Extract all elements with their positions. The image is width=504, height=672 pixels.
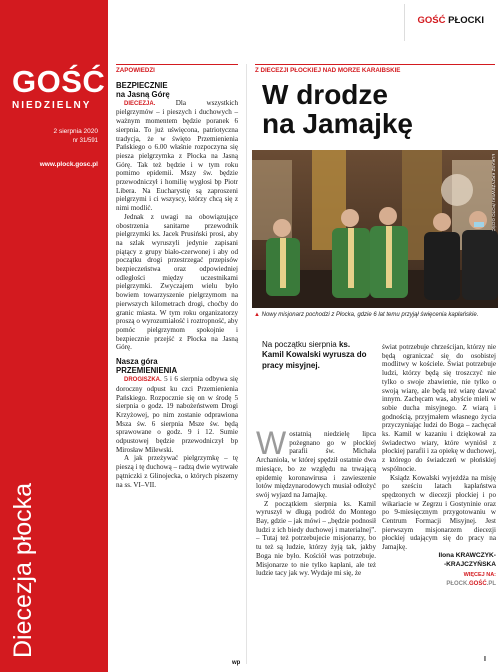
paragraph: Z początkiem sierpnia ks. Kamil wyruszył w długą podróż do Montego Bay, gdzie – jak mówi – „będzie podnosił ludzi z ich biedy duchowej i materialnej”. – Tutaj też potrzebujecie misjonarzy, bo tu też są ludzie, którzy żyją tak, jakby Boga nie było. Kościół was potrzebuje. Misjonarze to nie tylko kapłani, ale też ludzie tacy jak wy. Wydaje mi się, że — [256, 499, 376, 578]
heading-jasna-gora — [116, 81, 238, 99]
paragraph-text: Dla wszystkich pielgrzymów – i pieszych i duchowych – ważnym momentem będzie poranek 6 sierpnia. To już uświęcona, patriotyczna tradycja, że w święto Przemienienia Pańskiego o 6.00 właśnie rozpoczyna się piesza pielgrzymka z Płocka na Jasną Górę. Tak też będzie i w tym roku pomimo epidemii. Mszy św. będzie przewodniczył i homilię wygłosi bp Piotr Libera. Na Eucharystię są zaproszeni pielgrzymi i ci wszyscy, którzy chcą się z nimi modlić. — [116, 98, 238, 213]
lead-emphasis: ks. Kamil Kowalski wyrusza do pracy misyjnej. — [262, 340, 367, 370]
masthead-sidebar — [0, 0, 108, 672]
caption-text: Nowy misjonarz pochodzi z Płocka, gdzie 6 lat temu przyjął święcenia kapłańskie. — [261, 312, 479, 318]
lead-text: Na początku sierpnia — [262, 340, 337, 349]
author-signature: Ilona KRAWCZYK- — [438, 551, 496, 559]
link-part: GOŚĆ — [468, 580, 487, 587]
section-tag-announcements: ZAPOWIEDZI — [116, 64, 238, 76]
dateline: DIECEZJA. — [124, 100, 156, 107]
caption-triangle-icon: ▲ — [254, 312, 260, 318]
issue-date: 2 sierpnia 2020 — [53, 128, 98, 135]
website-url[interactable]: www.plock.gosc.pl — [39, 161, 98, 168]
announcements-column — [116, 64, 238, 489]
magazine-logo: GOŚĆ — [12, 64, 106, 99]
issue-number: nr 31/591 — [72, 138, 98, 144]
paragraph — [116, 99, 238, 213]
paragraph: A jak przeżywać pielgrzymkę – tę pieszą i tę duchową – radzą dwie wytrwałe pątniczki z Glinojecka, o których piszemy na ss. VI–VII. — [116, 454, 238, 489]
heading-line: BEZPIECZNIE — [116, 80, 168, 90]
paragraph — [116, 375, 238, 454]
magazine-logo-subtitle: NIEDZIELNY — [12, 100, 92, 111]
edition-title: Diecezja płocka — [9, 482, 37, 658]
author-initials: wp — [232, 660, 241, 666]
link-part: PŁOCK. — [446, 580, 469, 587]
heading-line: PRZEMIENIENIA — [116, 366, 178, 376]
headline-line: W drodze — [262, 79, 388, 110]
paragraph: świat potrzebuje chrześcijan, którzy nie będą ograniczać się do osobistej modlitwy w kościele. Świat potrzebuje ludzi, którzy będą się troszczyć nie tylko o swoje zbawienie, nie tylko o swoją wiarę, ale będą też wiarę dawać innym. Zachęcam was, abyście mieli w sobie ducha misyjnego. Z wiarą i godnością, przyjmałem własnego życia przyczyniając ludzi do Boga – zachęcał ks. Kamil w kazaniu i dziękował za świadectwo wiary, które wyniósł z płockiej parafii i za opiekę w duchowej, z którego do świadczeń w płońskiej wspólnocie. — [382, 343, 496, 473]
photo-illustration — [252, 150, 498, 308]
heading-przemienienia — [116, 357, 238, 375]
edition-brand — [404, 4, 496, 41]
drop-cap: W — [256, 425, 287, 461]
heading-line: na Jasną Górę — [116, 89, 170, 99]
dateline: DROGISZKA. — [124, 377, 162, 384]
photo-credit: ŁUKASZ KRZYŻEWSKI /FOTO GOŚĆ — [491, 154, 496, 232]
brand-plocki: PŁOCKI — [448, 15, 484, 26]
article-column-2 — [382, 343, 496, 589]
more-link[interactable] — [382, 580, 496, 589]
brand-gosc: GOŚĆ — [417, 15, 446, 26]
section-tag-article: Z DIECEZJI PŁOCKIEJ NAD MORZE KARAIBSKIE — [255, 64, 495, 74]
link-part: .PL — [486, 580, 496, 587]
article-photo — [252, 150, 498, 308]
heading-line: Nasza góra — [116, 357, 158, 367]
article-section — [255, 64, 495, 74]
page-number: I — [484, 656, 486, 663]
paragraph: Ksiądz Kowalski wyjeżdża na misję po sześciu latach kapłaństwa spędzonych w diecezji płockiej i po wikariacie w Zegrzu i Gostyninie oraz po 9-miesięcznym przygotowaniu w Centrum Formacji Misyjnej. Jest pierwszym misjonarzem diecezji płockiej udającym się do pracy na Jamajkę. — [382, 473, 496, 552]
headline-line: na Jamajkę — [262, 108, 413, 139]
more-label: WIĘCEJ NA: — [463, 572, 496, 579]
paragraph-text: 5 i 6 sierpnia odbywa się doroczny odpust ku czci Przemienienia Pańskiego. Rozpocznie się on w środę 5 sierpnia o godz. 19 nabożeństwem Drogi Krzyżowej, po nim zostanie odprawiona Msza św. 6 sierpnia Msze św. będą sprawowane o godz. 9 i 12. Sumie odpustowej będzie przewodniczył bp Mirosław Milewski. — [116, 375, 238, 454]
author-signature: -KRAJCZYŃSKA — [443, 560, 496, 568]
paragraph: ostatnią niedzielę lipca pożegnano go w płockiej parafii św. Michała Archanioła, w której spędził ostatnie dwa miesiące, bo ze względu na trwającą epidemię koronawirusa i zawieszenie lotów międzynarodowych musiał odłożyć swój wyjazd na Jamajkę. — [256, 430, 376, 499]
article-column-1 — [256, 425, 376, 578]
article-lead — [262, 340, 370, 371]
paragraph: Jednak z uwagi na obowiązujące obostrzenia sanitarne przewodnik pielgrzymki ks. Jacek Prusiński prosi, aby na szlak wyruszyli jedynie zapisani piątący z grupy biało-czerwonej i aby od początku drogi przestrzegać przepisów bezpieczeństwa oraz odpowiedniej odległości między uczestnikami pielgrzymki. Zwyczajem wielu było bowiem towarzyszenie pielgrzymom na pierwszych kilometrach drogi, choćby do granic miasta. W tym roku organizatorzy proszą o wyrozumiałość i roztropność, aby pomóc pielgrzymom spokojnie i bezpiecznie przejść z Płocka na Jasną Górę. — [116, 212, 238, 352]
photo-caption — [254, 312, 498, 320]
column-divider — [246, 64, 247, 664]
article-headline — [262, 80, 413, 138]
